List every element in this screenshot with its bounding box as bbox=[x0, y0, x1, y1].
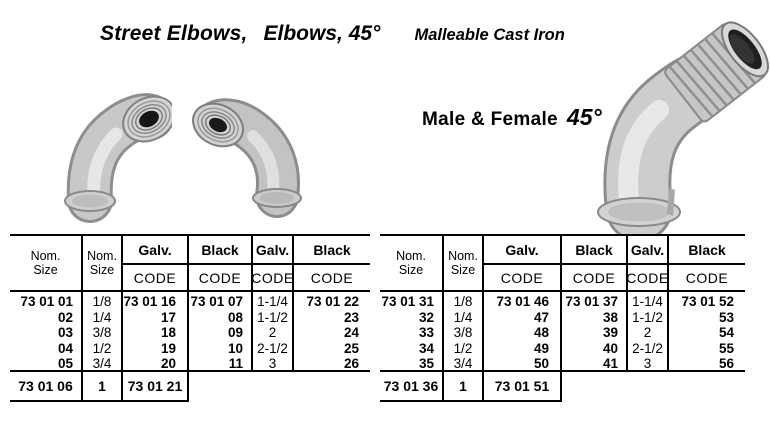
nom-sizes-small: 1/8 1/4 3/8 1/2 3/4 bbox=[83, 292, 123, 372]
title-street-elbows: Street Elbows, bbox=[100, 22, 248, 45]
nom-sizes-small: 1/8 1/4 3/8 1/2 3/4 bbox=[444, 292, 484, 372]
nom-sizes-large: 1-1/4 1-1/2 2 2-1/2 3 bbox=[253, 292, 294, 372]
footer-black-code: 73 01 21 bbox=[123, 372, 189, 402]
code-label: CODE bbox=[669, 265, 745, 292]
code-label: CODE bbox=[189, 265, 253, 292]
footer-nom-size: 1 bbox=[444, 372, 484, 402]
male-female-caption bbox=[422, 104, 602, 131]
black-codes-small: 73 01 46 47 48 49 50 bbox=[484, 292, 562, 372]
code-label: CODE bbox=[562, 265, 628, 292]
galv-codes-small: 73 01 01 02 03 04 05 bbox=[10, 292, 83, 372]
stainless-elbow-photo bbox=[183, 78, 315, 220]
galvanized-elbow-photo bbox=[52, 72, 172, 224]
male-female-elbow-photo bbox=[577, 20, 770, 235]
header-galv-large: Galv. bbox=[253, 236, 294, 265]
header-black-large: Black bbox=[669, 236, 745, 265]
footer-galv-code: 73 01 36 bbox=[380, 372, 444, 402]
code-label: CODE bbox=[123, 265, 189, 292]
header-nom-size-large: Nom. Size bbox=[444, 236, 484, 292]
footer-nom-size: 1 bbox=[83, 372, 123, 402]
header-black-small: Black bbox=[562, 236, 628, 265]
title-material: Malleable Cast Iron bbox=[414, 26, 565, 44]
header-galv-small: Galv. bbox=[484, 236, 562, 265]
galv-codes-large: 73 01 07 08 09 10 11 bbox=[189, 292, 253, 372]
caption-male-female: Male & Female bbox=[422, 109, 558, 130]
header-nom-size-small: Nom. Size bbox=[380, 236, 444, 292]
footer-spacer bbox=[189, 372, 370, 402]
header-galv-large: Galv. bbox=[628, 236, 669, 265]
header-black-small: Black bbox=[189, 236, 253, 265]
header-nom-size-large: Nom. Size bbox=[83, 236, 123, 292]
header-galv-small: Galv. bbox=[123, 236, 189, 265]
male-female-elbows-table bbox=[380, 234, 745, 402]
code-label: CODE bbox=[253, 265, 294, 292]
header-black-large: Black bbox=[294, 236, 370, 265]
header-nom-size-small: Nom. Size bbox=[10, 236, 83, 292]
galv-codes-small: 73 01 31 32 33 34 35 bbox=[380, 292, 444, 372]
street-elbows-table bbox=[10, 234, 370, 402]
footer-galv-code: 73 01 06 bbox=[10, 372, 83, 402]
code-label: CODE bbox=[628, 265, 669, 292]
black-codes-small: 73 01 16 17 18 19 20 bbox=[123, 292, 189, 372]
page-title bbox=[100, 22, 565, 46]
footer-black-code: 73 01 51 bbox=[484, 372, 562, 402]
galv-codes-large: 73 01 37 38 39 40 41 bbox=[562, 292, 628, 372]
black-codes-large: 73 01 52 53 54 55 56 bbox=[669, 292, 745, 372]
title-elbows-45: Elbows, 45° bbox=[263, 22, 381, 45]
caption-angle: 45° bbox=[566, 104, 602, 130]
nom-sizes-large: 1-1/4 1-1/2 2 2-1/2 3 bbox=[628, 292, 669, 372]
black-codes-large: 73 01 22 23 24 25 26 bbox=[294, 292, 370, 372]
code-label: CODE bbox=[294, 265, 370, 292]
code-label: CODE bbox=[484, 265, 562, 292]
footer-spacer bbox=[562, 372, 745, 402]
